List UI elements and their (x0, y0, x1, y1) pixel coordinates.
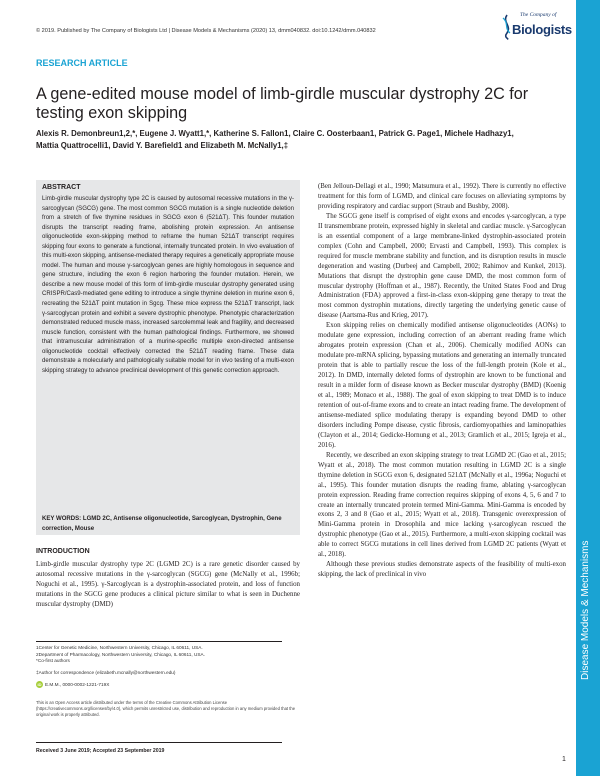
footnote-divider (36, 641, 282, 642)
license-text: This is an Open Access article distributed under the terms of the Creative Commons Attribution License (https://creativecommons.org/licenses/by/4.0), which permits unrestricted use, distribution and reproduction in any medium provided that the original work is properly attributed. (36, 700, 296, 717)
logo-wordmark: Biologists (512, 22, 572, 37)
right-column (318, 182, 566, 580)
journal-sidebar-label: Disease Models & Mechanisms (580, 540, 591, 680)
affiliation-1: 1Center for Genetic Medicine, Northwestern University, Chicago, IL 60611, USA. (36, 645, 203, 650)
orcid-row (36, 681, 300, 688)
co-first-note: *Co-first authors (36, 658, 70, 664)
paragraph-5: Although these previous studies demonstrate aspects of the feasibility of multi-exon skipping, the lack of preclinical in vivo (318, 561, 566, 579)
company-of-biologists-logo (500, 12, 572, 46)
paragraph-4: Recently, we described an exon skipping strategy to treat LGMD 2C (Gao et al., 2015; Wyatt et al., 2018). The most common mutation resulting in LGMD 2C is a single thymine deletion in SGCG exon 6, designated 521ΔT (McNally et al., 1996a; Noguchi et al., 1995). This founder mutation disrupts the reading frame, ablating γ-sarcoglycan protein expression. Reading frame correction requires skipping of exons 4, 5, 6 and 7 to create an internally truncated protein termed Mini-Gamma. Mini-Gamma is encoded by exons 2, 3 and 8 (Gao et al., 2015; Wyatt et al., 2018). Transgenic overexpression of Mini-Gamma protein in Drosophila and mice lacking γ-sarcoglycan rescued the dystrophic phenotype (Gao et al., 2015). Furthermore, a multi-exon skipping cocktail was able to correct SGCG mutations in cell lines derived from LGMD 2C patients (Wyatt et al., 2018). (318, 451, 566, 559)
logo-subtext: The Company of (520, 12, 557, 18)
author-list: Alexis R. Demonbreun1,2,*, Eugene J. Wyatt1,*, Katherine S. Fallon1, Claire C. Oosterbaan1, Patrick G. Page1, Michele Hadhazy1, Mattia Quattrocelli1, David Y. Barefield1 and Elizabeth M. McNally1,‡ (36, 129, 514, 150)
footnotes (36, 645, 300, 688)
article-type-label: RESEARCH ARTICLE (36, 58, 128, 68)
correspondence-note: ‡Author for correspondence (elizabeth.mcnally@northwestern.edu) (36, 669, 176, 675)
abstract-text: Limb-girdle muscular dystrophy type 2C is caused by autosomal recessive mutations in the γ-sarcoglycan (SGCG) gene. The most common SGCG mutation is a single nucleotide deletion from a stretch of five thymine residues in SGCG exon 6 (521ΔT). This founder mutation disrupts the transcript reading frame, abolishing protein expression. An antisense oligonucleotide exon-skipping method to reframe the human 521ΔT transcript requires skipping four exons to generate a functional, internally truncated protein. In vivo evaluation of this multi-exon skipping, antisense-mediated therapy requires a genetically appropriate mouse model. The human and mouse γ-sarcoglycan genes are highly homologous in sequence and gene structure, including the exon 6 region harboring the founder mutation. Herein, we describe a new mouse model of this form of limb-girdle muscular dystrophy generated using CRISPR/Cas9-mediated gene editing to introduce a single thymine deletion in murine exon 6, recreating the 521ΔT point mutation in Sgcg. These mice express the 521ΔT transcript, lack γ-sarcoglycan protein and exhibit a severe dystrophic phenotype. Phenotypic characterization demonstrated reduced muscle mass, increased sarcolemmal leak and fragility, and decreased muscle function, consistent with the human pathological findings. Furthermore, we showed that intramuscular administration of a murine-specific multiple exon-directed antisense oligonucleotide cocktail effectively corrected the 521ΔT reading frame. These data demonstrate a molecularly and pathologically suitable model for in vivo testing of a multi-exon skipping strategy to advance preclinical development of this genetic correction approach. (42, 196, 294, 374)
paragraph-1: (Ben Jelloun-Dellagi et al., 1990; Matsumura et al., 1992). There is currently no effective treatment for this form of LGMD, and clinical care focuses on alleviating symptoms by providing respiratory and cardiac support (Straub and Bushby, 2008). (318, 183, 566, 210)
introduction-heading: INTRODUCTION (36, 548, 90, 555)
journal-header-line: © 2019. Published by The Company of Biologists Ltd | Disease Models & Mechanisms (2020) 13, dmm040832. doi:10.1242/dmm.040832 (36, 28, 376, 34)
article-title: A gene-edited mouse model of limb-girdle muscular dystrophy 2C for testing exon skipping (36, 85, 529, 122)
page-number: 1 (562, 756, 566, 763)
received-dates: Received 3 June 2019; Accepted 23 September 2019 (36, 748, 165, 754)
keywords (42, 515, 294, 534)
introduction-text: Limb-girdle muscular dystrophy type 2C (LGMD 2C) is a rare genetic disorder caused by autosomal recessive mutations in the γ-sarcoglycan (SGCG) gene (McNally et al., 1996b; Noguchi et al., 1995). γ-Sarcoglycan is a dystrophin-associated protein, and loss of function mutations in the SGCG gene produces a clinical picture similar to what is seen in Duchenne muscular dystrophy (DMD) (36, 561, 300, 608)
orcid-icon: iD (37, 682, 42, 688)
paragraph-3: Exon skipping relies on chemically modified antisense oligonucleotides (AONs) to modulate gene expression, including correction of an aberrant reading frame which abrogates protein expression (Chan et al., 2006). Chemically modified AONs can modulate pre-mRNA splicing, bypassing mutations and generating an internally truncated protein that is able to partially rescue the loss of the full-length protein (Kole et al., 2012). In DMD, internally deleted forms of dystrophin are known to be functional and result in a milder form of disease known as Becker muscular dystrophy (BMD) (Koenig et al., 1989; Monaco et al., 1988). The goal of exon skipping to treat DMD is to induce retention of out-of-frame exons and to create an intact reading frame. The development of antisense-mediated splice modulating therapy is expanding beyond DMD to other disorders including Pompe disease, cystic fibrosis, cardiomyopathies and laminopathies (Clayton et al., 2014; Gedicke-Hornung et al., 2013; Gramlich et al., 2015; Igreja et al., 2016). (318, 322, 566, 449)
keywords-heading: KEY WORDS: (42, 516, 82, 522)
abstract-heading: ABSTRACT (42, 184, 81, 191)
keywords-text: LGMD 2C, Antisense oligonucleotide, Sarcoglycan, Dystrophin, Gene correction, Mouse (42, 516, 282, 532)
orcid-text[interactable]: E.M.M., 0000-0002-1221-719X (45, 681, 110, 687)
paragraph-2: The SGCG gene itself is comprised of eight exons and encodes γ-sarcoglycan, a type II transmembrane protein, expressed highly in skeletal and cardiac muscle. γ-Sarcoglycan is an essential component of a large membrane-linked dystrophin-associated protein complex (Cohn and Campbell, 2000; Ervasti and Campbell, 1993). This complex is required for muscle membrane stability and function, and its disruption results in muscle degeneration and wasting (Durbeej and Campbell, 2002; Rahimov and Kunkel, 2013). Mutations that disrupt the dystrophin gene cause DMD, the most common form of muscular dystrophy (Hoffman et al., 1987). Recently, the United States Food and Drug Administration (FDA) approved a first-in-class exon-skipping gene therapy to treat the most common dystrophin mutations, directly targeting the underlying genetic cause of disease (Aartsma-Rus and Krieg, 2017). (318, 212, 566, 320)
affiliation-2: 2Department of Pharmacology, Northwestern University, Chicago, IL 60611, USA. (36, 651, 205, 657)
received-divider (36, 742, 282, 743)
